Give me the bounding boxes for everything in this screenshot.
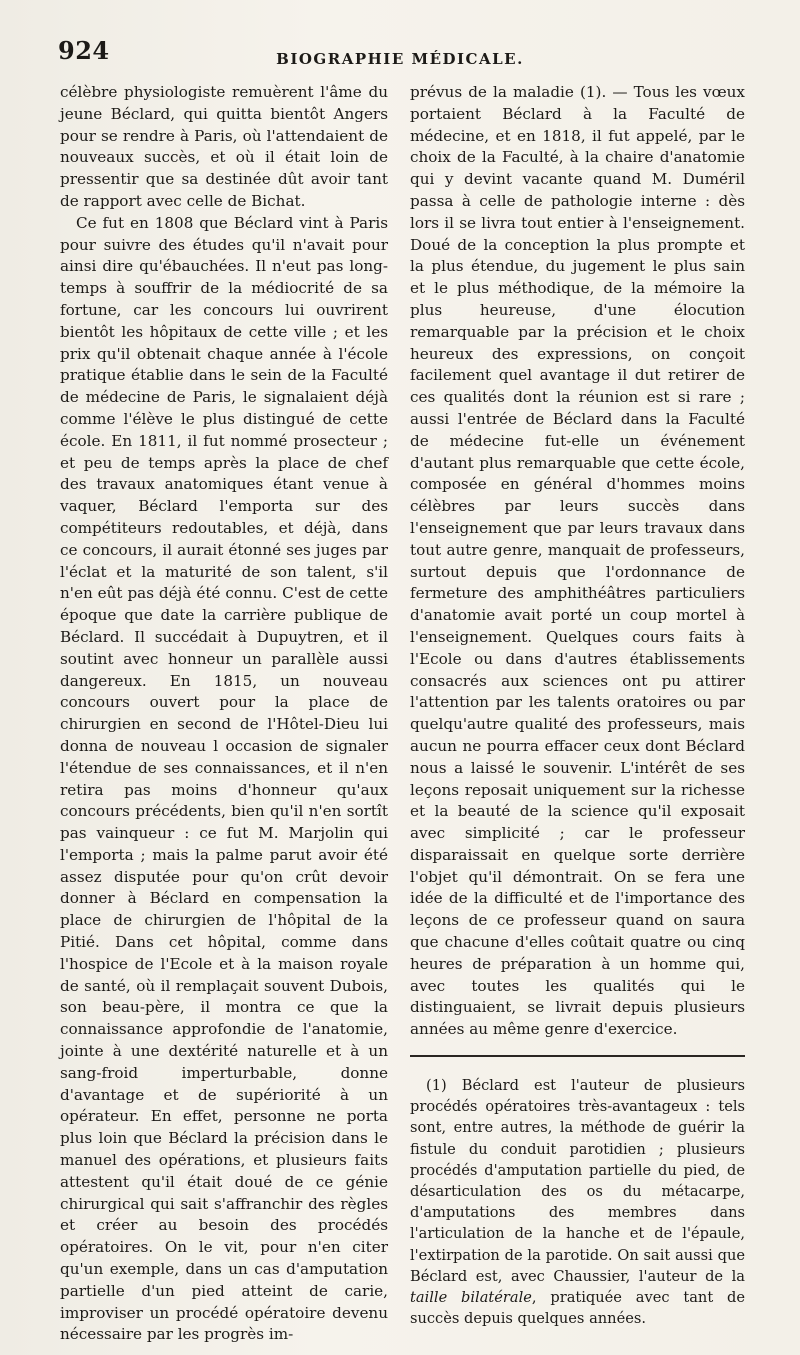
footnote-text: (1) Béclard est l'auteur de plusieurs procédés opératoires très-avantageux : tels sont, entre autres, la méthode de guérir la fistule du conduit parotidien ; plusieurs procédés d'amputation partielle du pied, de désarticulation des os du métacarpe, d'amputations des membres dans l'articulation de la hanche et de l'épaule, l'extirpation de la parotide. On sait aussi que Béclard est, avec Chaussier, l'auteur de la bbox=[410, 1077, 745, 1285]
paragraph-continued: prévus de la maladie (1). — Tous les vœux portaient Béclard à la Faculté de médecine, et en 1818, il fut appelé, par le choix de la Faculté, à la chaire d'anatomie qui y devint vacante quand M. Duméril passa à celle de pathologie interne : dès lors il se livra tout entier à l'enseignement. Doué de la conception la plus prompte et la plus étendue, du jugement le plus sain et le plus méthodique, de la mémoire la plus heureuse, d'une élocution remarquable par la précision et le choix heureux des expressions, on conçoit facilement quel avantage il dut retirer de ces qualités dont la réunion est si rare ; aussi l'entrée de Béclard dans la Faculté de médecine fut-elle un événement d'autant plus remarquable que cette école, composée en général d'hommes moins célèbres par leurs succès dans l'enseignement que par leurs travaux dans tout autre genre, manquait de professeurs, surtout depuis que l'ordonnance de fermeture des amphithéâtres particuliers d'anatomie avait porté un coup mortel à l'enseignement. Quelques cours faits à l'Ecole ou dans d'autres établissements consacrés aux sciences ont pu attirer l'attention par les talents oratoires ou par quelqu'autre qualité des professeurs, mais aucun ne pourra effacer ceux dont Béclard nous a laissé le souvenir. L'intérêt de ses leçons reposait uniquement sur la richesse et la beauté de la science qu'il exposait avec simplicité ; car le professeur disparaissait en quelque sorte derrière l'objet qu'il démontrait. On se fera une idée de la difficulté et de l'importance des leçons de ce professeur quand on saura que chacune d'elles coûtait quatre ou cinq heures de préparation à un homme qui, avec toutes les qualités qui le distinguaient, se livrait depuis plusieurs années au même genre d'exercice. bbox=[410, 83, 745, 1039]
footnote bbox=[410, 1075, 745, 1329]
left-column bbox=[60, 82, 388, 1346]
paragraph-continued: célèbre physiologiste remuèrent l'âme du jeune Béclard, qui quitta bientôt Angers pour se rendre à Paris, où l'attendaient de nouveaux succès, et où il était loin de pressentir que sa destinée dût avoir tant de rapport avec celle de Bichat. bbox=[60, 83, 388, 210]
right-column bbox=[410, 82, 745, 1330]
footnote-divider bbox=[410, 1055, 745, 1057]
footnote-italic-term: taille bilatérale bbox=[410, 1289, 532, 1307]
running-head bbox=[0, 36, 800, 76]
page-number: 924 bbox=[58, 36, 110, 65]
paragraph: Ce fut en 1808 que Béclard vint à Paris pour suivre des études qu'il n'avait pour ainsi dire qu'ébauchées. Il n'eut pas long-temps à souffrir de la médiocrité de sa fortune, car les concours lui ouvrirent bientôt les hôpitaux de cette ville ; et les prix qu'il obtenait chaque année à l'école pratique établie dans le sein de la Faculté de médecine de Paris, le signalaient déjà comme l'élève le plus distingué de cette école. En 1811, il fut nommé prosecteur ; et peu de temps après la place de chef des travaux anatomiques étant venue à vaquer, Béclard l'emporta sur des compétiteurs redoutables, et déjà, dans ce concours, il aurait étonné ses juges par l'éclat et la maturité de son talent, s'il n'en eût pas déjà été connu. C'est de cette époque que date la carrière publique de Béclard. Il succédait à Dupuytren, et il soutint avec honneur un parallèle aussi dangereux. En 1815, un nouveau concours ouvert pour la place de chirurgien en second de l'Hôtel-Dieu lui donna de nouveau l occasion de signaler l'étendue de ses connaissances, et il n'en retira pas moins d'honneur qu'aux concours précédents, bien qu'il n'en sortît pas vainqueur : ce fut M. Marjolin qui l'emporta ; mais la palme parut avoir été assez disputée pour qu'on crût devoir donner à Béclard en compensation la place de chirurgien de l'hôpital de la Pitié. Dans cet hôpital, comme dans l'hospice de l'Ecole et à la maison royale de santé, où il remplaçait souvent Dubois, son beau-père, il montra ce que la connaissance approfondie de l'anatomie, jointe à une dextérité naturelle et à un sang-froid imperturbable, donne d'avantage et de supériorité à un opérateur. En effet, personne ne porta plus loin que Béclard la précision dans le manuel des opérations, et plusieurs faits attestent qu'il était doué de ce génie chirurgical qui sait s'affranchir des règles et créer au besoin des procédés opératoires. On le vit, pour n'en citer qu'un exemple, dans un cas d'amputation partielle d'un pied atteint de carie, improviser un procédé opératoire devenu nécessaire par les progrès im- bbox=[60, 213, 388, 1344]
footnote-text-end: , pratiquée avec tant de succès depuis quelques années. bbox=[410, 1289, 746, 1328]
running-title: BIOGRAPHIE MÉDICALE. bbox=[276, 50, 524, 68]
